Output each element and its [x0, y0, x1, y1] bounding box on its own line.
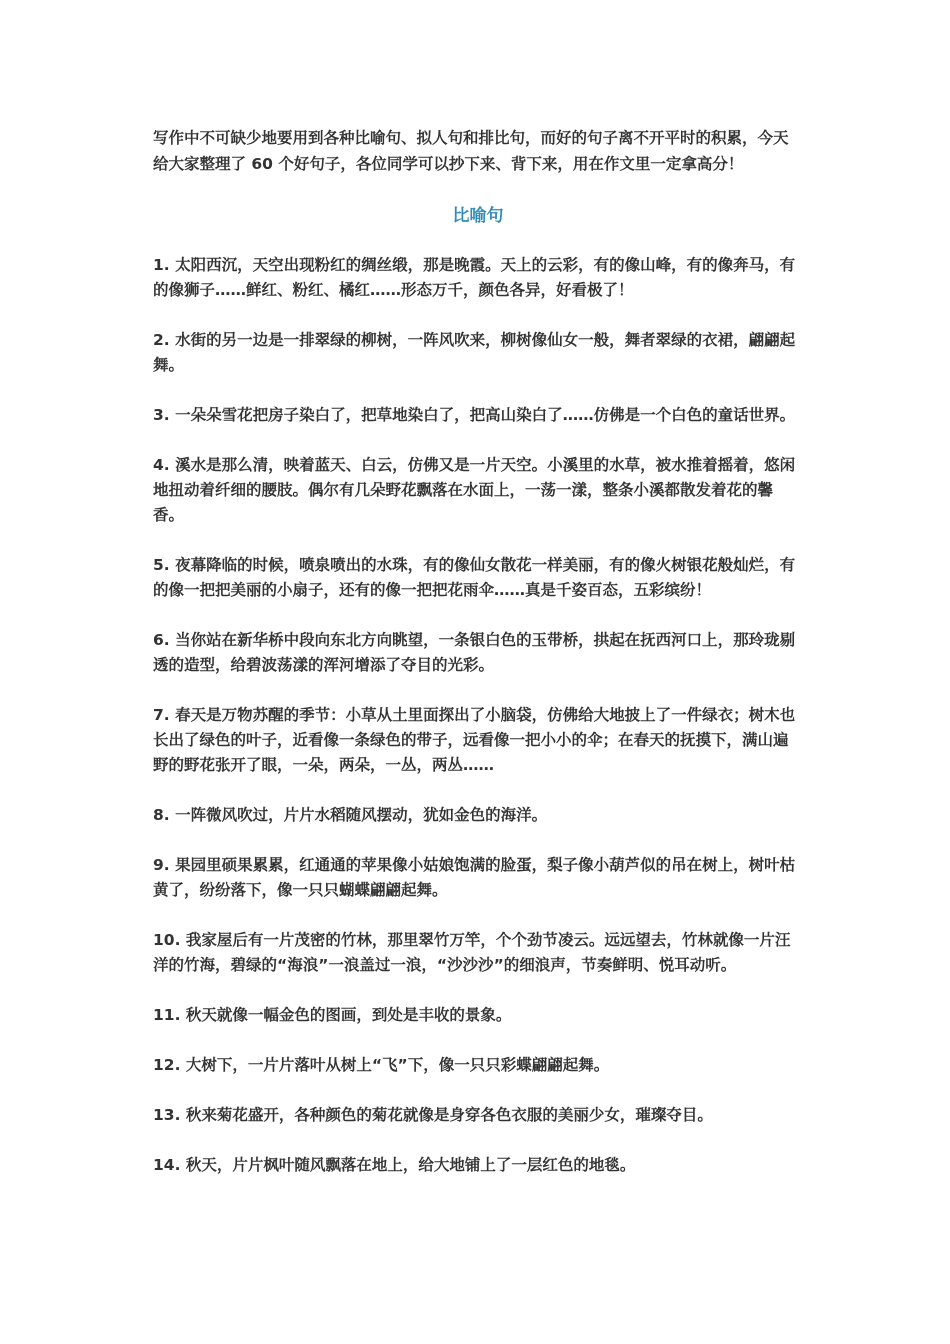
intro-paragraph: 写作中不可缺少地要用到各种比喻句、拟人句和排比句，而好的句子离不开平时的积累，今天给大家整理了 60 个好句子，各位同学可以抄下来、背下来，用在作文里一定拿高分！	[153, 129, 789, 173]
sentence-item: 4. 溪水是那么清，映着蓝天、白云，仿佛又是一片天空。小溪里的水草，被水推着摇着，悠闲地扭动着纤细的腰肢。偶尔有几朵野花飘落在水面上，一荡一漾，整条小溪都散发着花的馨香。	[153, 456, 796, 524]
sentence-item: 6. 当你站在新华桥中段向东北方向眺望，一条银白色的玉带桥，拱起在抚西河口上，那玲珑剔透的造型，给碧波荡漾的浑河增添了夺目的光彩。	[153, 631, 796, 674]
sentence-list	[153, 253, 803, 1178]
sentence-item: 9. 果园里硕果累累，红通通的苹果像小姑娘饱满的脸蛋，梨子像小葫芦似的吊在树上，树叶枯黄了，纷纷落下，像一只只蝴蝶翩翩起舞。	[153, 856, 796, 899]
section-title: 比喻句	[452, 206, 504, 226]
sentence-item: 7. 春天是万物苏醒的季节：小草从土里面探出了小脑袋，仿佛给大地披上了一件绿衣；树木也长出了绿色的叶子，近看像一条绿色的带子，远看像一把小小的伞；在春天的抚摸下，满山遍野的野花张开了眼，一朵，两朵，一丛，两丛……	[153, 706, 796, 774]
sentence-item: 14. 秋天，片片枫叶随风飘落在地上，给大地铺上了一层红色的地毯。	[153, 1156, 636, 1174]
sentence-item: 2. 水街的另一边是一排翠绿的柳树，一阵风吹来，柳树像仙女一般，舞者翠绿的衣裙，翩翩起舞。	[153, 331, 796, 374]
sentence-item: 10. 我家屋后有一片茂密的竹林，那里翠竹万竿，个个劲节凌云。远远望去，竹林就像一片汪洋的竹海，碧绿的“海浪”一浪盖过一浪，“沙沙沙”的细浪声，节奏鲜明、悦耳动听。	[153, 931, 791, 974]
sentence-item: 5. 夜幕降临的时候，喷泉喷出的水珠，有的像仙女散花一样美丽，有的像火树银花般灿烂，有的像一把把美丽的小扇子，还有的像一把把花雨伞……真是千姿百态，五彩缤纷！	[153, 556, 796, 599]
sentence-item: 8. 一阵微风吹过，片片水稻随风摆动，犹如金色的海洋。	[153, 806, 548, 824]
sentence-item: 13. 秋来菊花盛开，各种颜色的菊花就像是身穿各色衣服的美丽少女，璀璨夺目。	[153, 1106, 713, 1124]
sentence-item: 11. 秋天就像一幅金色的图画，到处是丰收的景象。	[153, 1006, 512, 1024]
document-page	[153, 125, 803, 1203]
sentence-item: 3. 一朵朵雪花把房子染白了，把草地染白了，把高山染白了……仿佛是一个白色的童话世界。	[153, 406, 796, 424]
sentence-item: 12. 大树下，一片片落叶从树上“飞”下，像一只只彩蝶翩翩起舞。	[153, 1056, 610, 1074]
sentence-item: 1. 太阳西沉，天空出现粉红的绸丝缎，那是晚霞。天上的云彩，有的像山峰，有的像奔马，有的像狮子……鲜红、粉红、橘红……形态万千，颜色各异，好看极了！	[153, 256, 796, 299]
